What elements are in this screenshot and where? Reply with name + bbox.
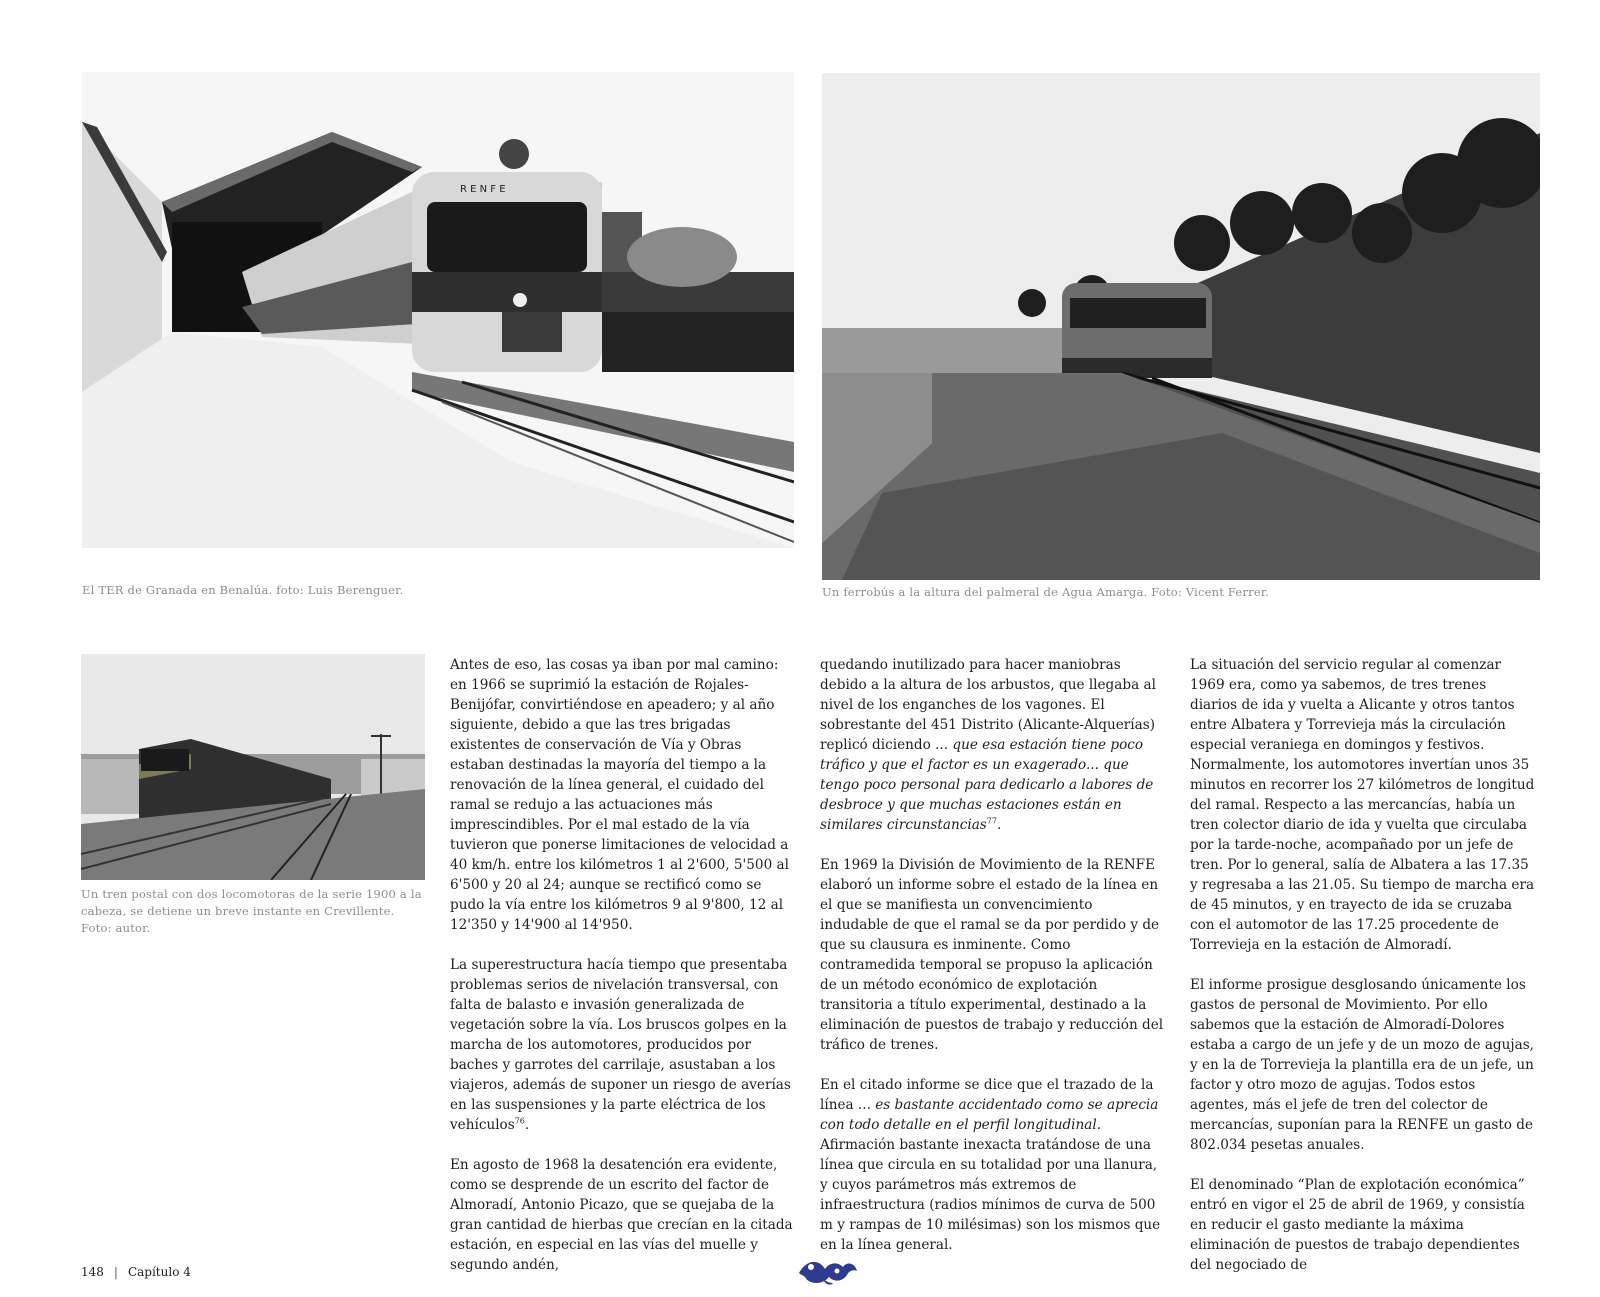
quote: ... es bastante accidentado como se aprecia con todo detalle en el perfil longitudinal. <box>820 1097 1159 1133</box>
paragraph: Antes de eso, las cosas ya iban por mal camino: en 1966 se suprimió la estación de Rojales-Benijófar, convirtiéndose en apeadero; y al año siguiente, debido a que las tres brigadas existentes de conservación de Vía y Obras estaban destinadas la mayoría del tiempo a la renovación de la línea general, el cuidado del ramal se redujo a las actuaciones más imprescindibles. Por el mal estado de la vía tuvieron que ponerse limitaciones de velocidad a 40 km/h. entre los kilómetros 1 al 2'600, 5'500 al 6'500 y 20 al 24; aunque se rectificó como se pudo la vía entre los kilómetros 9 al 9'800, 12 al 12'350 y 14'900 al 14'950. <box>450 657 789 933</box>
page-number: 148 <box>81 1265 104 1279</box>
text-column-3 <box>1190 655 1535 1295</box>
paragraph: En el citado informe se dice que el trazado de la línea ... es bastante accidentado como se aprecia con todo detalle en el perfil longitudinal. Afirmación bastante inexacta tratándose de una línea que circula en su totalidad por una llanura, y cuyos parámetros más extremos de infraestructura (radios mínimos de curva de 500 m y rampas de 10 milésimas) son los mismos que en la línea general. <box>820 1077 1161 1253</box>
photo-ter-granada <box>82 72 794 548</box>
caption-ter-granada: El TER de Granada en Benalúa. foto: Luis Berenguer. <box>82 583 404 597</box>
paragraph: La situación del servicio regular al comenzar 1969 era, como ya sabemos, de tres trenes diarios de ida y vuelta a Alicante y otros tantos entre Albatera y Torrevieja más la circulación especial veraniega en domingos y festivos. Normalmente, los automotores invertían unos 35 minutos en recorrer los 27 kilómetros de longitud del ramal. Respecto a las mercancías, había un tren colector diario de ida y vuelta que circulaba por la tarde-noche, acompañado por un jefe de tren. Por lo general, salía de Albatera a las 17.35 y regresaba a las 21.05. Su tiempo de marcha era de 45 minutos, y en trayecto de ida se cruzaba con el automotor de las 17.25 procedente de Torrevieja en la estación de Almoradí. <box>1190 657 1535 953</box>
caption-tren-postal: Un tren postal con dos locomotoras de la serie 1900 a la cabeza, se detiene un breve instante en Crevillente. Foto: autor. <box>81 887 422 935</box>
paragraph: En agosto de 1968 la desatención era evidente, como se desprende de un escrito del factor de Almoradí, Antonio Picazo, que se quejaba de la gran cantidad de hierbas que crecían en la citada estación, en especial en las vías del muelle y segundo andén, <box>450 1157 793 1273</box>
footnote-ref: 76 <box>514 1116 525 1126</box>
footnote-ref: 77 <box>986 816 997 826</box>
footer-separator: | <box>113 1265 118 1279</box>
quote: ... que esa estación tiene poco tráfico y que el factor es un exagerado... que tengo poco personal para dedicarlo a labores de desbroce y que muchas estaciones están en similares circunstancias <box>820 737 1154 833</box>
paragraph: quedando inutilizado para hacer maniobras debido a la altura de los arbustos, que llegaba al nivel de los enganches de los vagones. El sobrestante del 451 Distrito (Alicante-Alquerías) replicó diciendo ... que esa estación tiene poco tráfico y que el factor es un exagerado... que tengo poco personal para dedicarlo a labores de desbroce y que muchas estaciones están en similares circunstancias$^{77}$. <box>820 657 1156 833</box>
ornament-icon <box>797 1255 859 1287</box>
paragraph: El denominado “Plan de explotación económica” entró en vigor el 25 de abril de 1969, y consistía en reducir el gasto mediante la máxima eliminación de puestos de trabajo dependientes del negociado de <box>1190 1177 1525 1273</box>
caption-ferrobus: Un ferrobús a la altura del palmeral de Agua Amarga. Foto: Vicent Ferrer. <box>822 585 1270 599</box>
page-footer <box>81 1265 191 1279</box>
paragraph: En 1969 la División de Movimiento de la RENFE elaboró un informe sobre el estado de la línea en el que se manifiesta un convencimiento indudable de que el ramal se da por perdido y de que su clausura es inminente. Como contramedida temporal se propuso la aplicación de un método económico de explotación transitoria a título experimental, destinado a la eliminación de puestos de trabajo y reducción del tráfico de trenes. <box>820 857 1164 1053</box>
text-column-1 <box>450 655 795 1295</box>
paragraph: El informe prosigue desglosando únicamente los gastos de personal de Movimiento. Por ello sabemos que la estación de Almoradí-Dolores estaba a cargo de un jefe y de un mozo de agujas, y en la de Torrevieja la plantilla era de un jefe, un factor y otro mozo de agujas. Todos estos agentes, más el jefe de tren del colector de mercancías, suponían para la RENFE un gasto de 802.034 pesetas anuales. <box>1190 977 1535 1153</box>
photo-tren-postal <box>81 654 425 880</box>
photo-ferrobus <box>822 73 1540 580</box>
renfe-plate: R E N F E <box>460 184 506 195</box>
text-column-2 <box>820 655 1165 1275</box>
paragraph: La superestructura hacía tiempo que presentaba problemas serios de nivelación transversal, con falta de balasto e invasión generalizada de vegetación sobre la vía. Los bruscos golpes en la marcha de los automotores, producidos por baches y garrotes del carrilaje, asustaban a los viajeros, además de suponer un riesgo de averías en las suspensiones y la parte eléctrica de los vehículos$^{76}$. <box>450 957 791 1133</box>
chapter-label: Capítulo 4 <box>127 1265 191 1279</box>
